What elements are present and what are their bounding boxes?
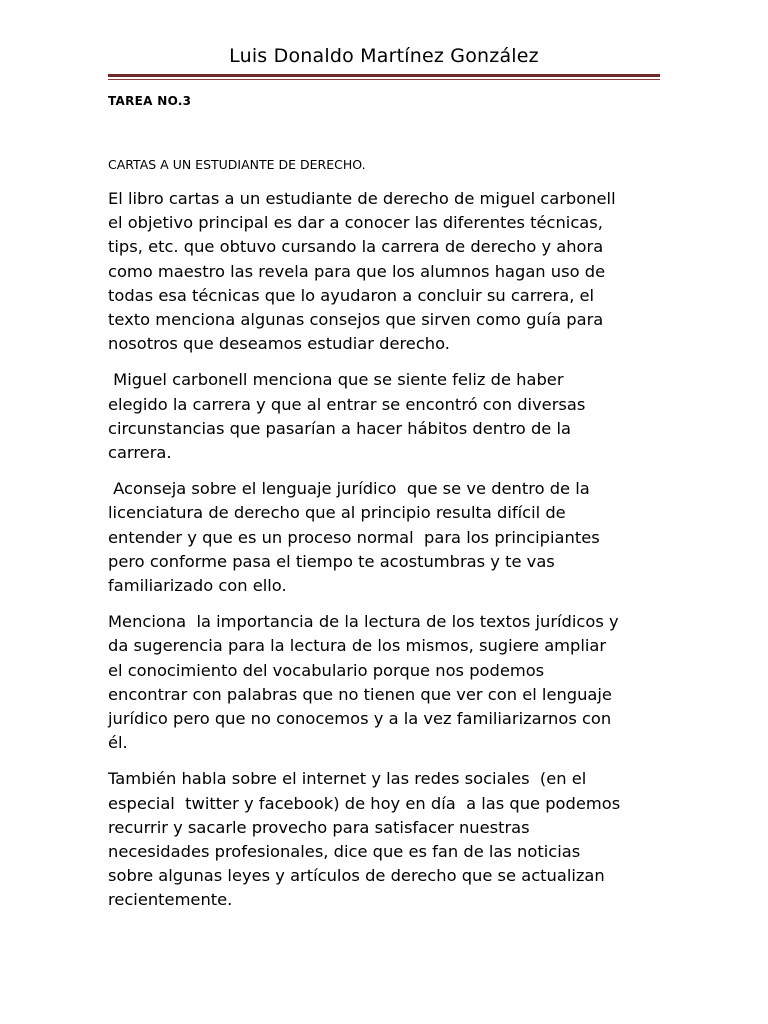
paragraph-line: También habla sobre el internet y las redes sociales (en el [108, 769, 587, 789]
paragraph-line: circunstancias que pasarían a hacer hábitos dentro de la [108, 418, 571, 438]
paragraph-line: todas esa técnicas que lo ayudaron a concluir su carrera, el [108, 285, 595, 305]
paragraph-5 [108, 767, 668, 912]
author-name-header: Luis Donaldo Martínez González [229, 45, 539, 67]
paragraph-line: El libro cartas a un estudiante de derecho de miguel carbonell [108, 189, 616, 208]
paragraph-line: encontrar con palabras que no tienen que ver con el lenguaje [108, 684, 612, 704]
paragraph-line: especial twitter y facebook) de hoy en día a las que podemos [108, 793, 621, 813]
header-rule-thick [108, 74, 660, 77]
paragraph-line: entender y que es un proceso normal para los principiantes [108, 527, 600, 547]
paragraph-line: Menciona la importancia de la lectura de los textos jurídicos y [108, 612, 619, 632]
paragraph-1 [108, 187, 668, 356]
task-label: TAREA NO.3 [108, 94, 192, 108]
paragraph-line: recientemente. [108, 890, 233, 910]
paragraph-line: Aconseja sobre el lenguaje jurídico que se ve dentro de la [108, 479, 590, 499]
paragraph-line: da sugerencia para la lectura de los mismos, sugiere ampliar [108, 636, 607, 656]
document-subtitle: CARTAS A UN ESTUDIANTE DE DERECHO. [108, 157, 366, 172]
paragraph-line: licenciatura de derecho que al principio resulta difícil de [108, 503, 566, 523]
paragraph-line: recurrir y sacarle provecho para satisfacer nuestras [108, 817, 530, 837]
header-rule-thin [108, 79, 660, 80]
paragraph-line: el objetivo principal es dar a conocer las diferentes técnicas, [108, 213, 603, 233]
paragraph-line: jurídico pero que no conocemos y a la vez familiarizarnos con [108, 709, 612, 729]
paragraph-line: pero conforme pasa el tiempo te acostumbras y te vas [108, 551, 555, 571]
paragraph-line: carrera. [108, 443, 172, 463]
paragraph-line: nosotros que deseamos estudiar derecho. [108, 334, 450, 354]
paragraph-line: como maestro las revela para que los alumnos hagan uso de [108, 261, 606, 281]
paragraph-4 [108, 610, 668, 755]
paragraph-line: él. [108, 733, 128, 753]
paragraph-3 [108, 477, 668, 598]
paragraph-line: elegido la carrera y que al entrar se encontró con diversas [108, 394, 586, 414]
paragraph-line: sobre algunas leyes y artículos de derecho que se actualizan [108, 866, 605, 886]
body-text [108, 187, 668, 925]
paragraph-2 [108, 368, 668, 465]
paragraph-line: tips, etc. que obtuvo cursando la carrera de derecho y ahora [108, 237, 604, 257]
paragraph-line: el conocimiento del vocabulario porque nos podemos [108, 660, 545, 680]
paragraph-line: texto menciona algunas consejos que sirven como guía para [108, 310, 604, 330]
paragraph-line: necesidades profesionales, dice que es fan de las noticias [108, 842, 581, 862]
paragraph-line: familiarizado con ello. [108, 576, 287, 596]
paragraph-line: Miguel carbonell menciona que se siente feliz de haber [108, 370, 564, 390]
